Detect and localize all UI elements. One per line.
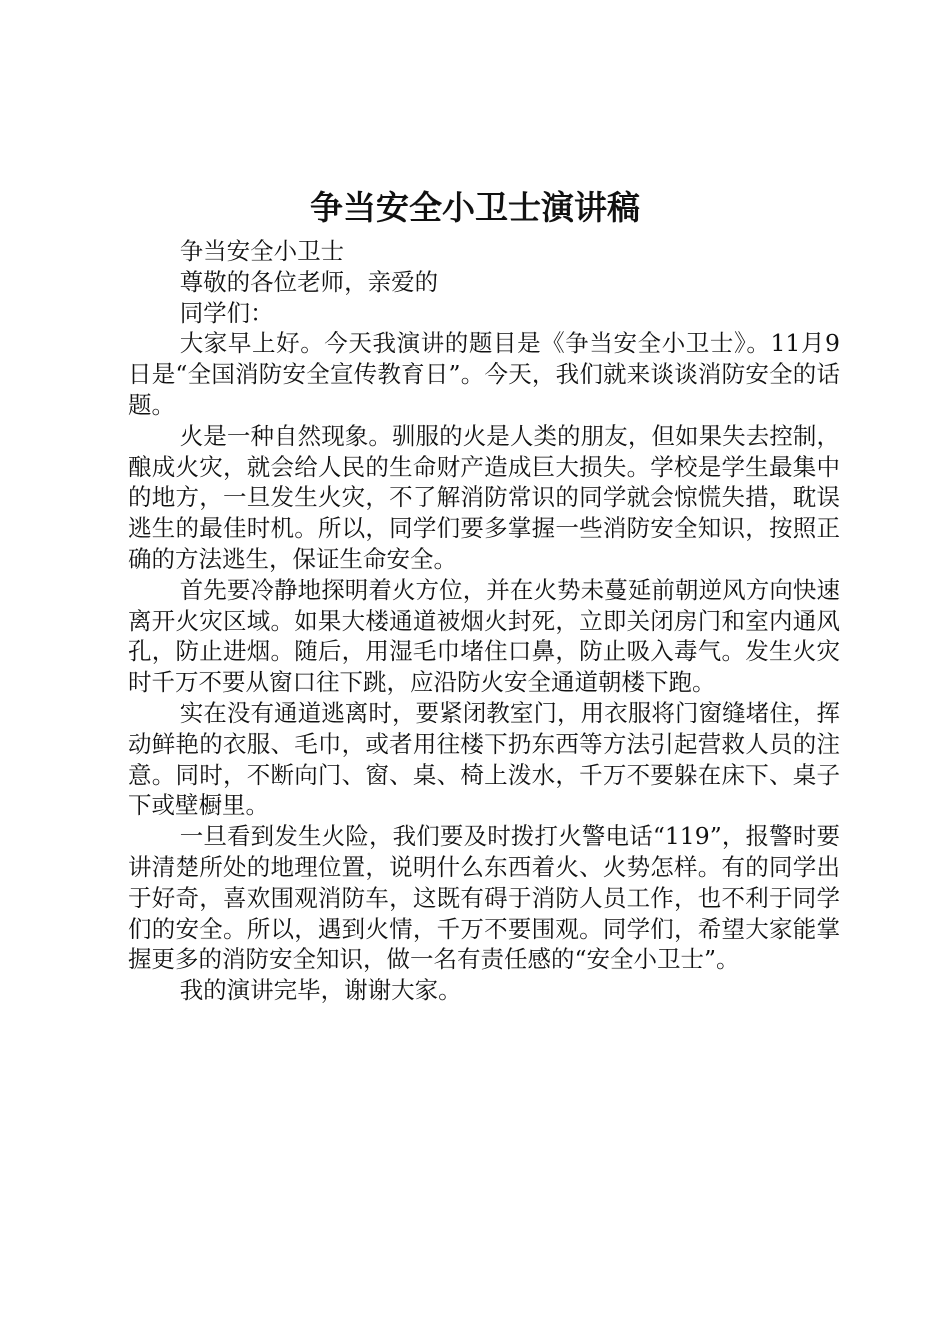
body-paragraph-salutation: 尊敬的各位老师，亲爱的	[179, 267, 439, 296]
document-body	[128, 236, 840, 1006]
body-paragraph-salutation-cont: 同学们：	[179, 298, 274, 327]
body-paragraph-trapped: 实在没有通道逃离时，要紧闭教室门，用衣服将门窗缝堵住，挥动鲜艳的衣服、毛巾，或者用往楼下扔东西等方法引起营救人员的注意。同时，不断向门、窗、桌、椅上泼水，千万不要躲在床下、桌子下或壁橱里。	[128, 698, 840, 820]
body-paragraph-closing: 我的演讲完毕，谢谢大家。	[179, 976, 462, 1005]
body-paragraph-escape-steps: 首先要冷静地探明着火方位，并在火势未蔓延前朝逆风方向快速离开火灾区域。如果大楼通道被烟火封死，立即关闭房门和室内通风孔，防止进烟。随后，用湿毛巾堵住口鼻，防止吸入毒气。发生火灾时千万不要从窗口往下跳，应沿防火安全通道朝楼下跑。	[128, 575, 840, 697]
body-paragraph-subtitle: 争当安全小卫士	[179, 237, 345, 265]
body-paragraph-greeting: 大家早上好。今天我演讲的题目是《争当安全小卫士》。11月9日是“全国消防安全宣传教育日”。今天，我们就来谈谈消防安全的话题。	[128, 329, 840, 419]
body-paragraph-call-119: 一旦看到发生火险，我们要及时拨打火警电话“119”，报警时要讲清楚所处的地理位置，说明什么东西着火、火势怎样。有的同学出于好奇，喜欢围观消防车，这既有碍于消防人员工作，也不利于同学们的安全。所以，遇到火情，千万不要围观。同学们，希望大家能掌握更多的消防安全知识，做一名有责任感的“安全小卫士”。	[128, 822, 840, 974]
document-title: 争当安全小卫士演讲稿	[310, 188, 640, 227]
body-paragraph-fire-nature: 火是一种自然现象。驯服的火是人类的朋友，但如果失去控制，酿成火灾，就会给人民的生命财产造成巨大损失。学校是学生最集中的地方，一旦发生火灾，不了解消防常识的同学就会惊慌失措，耽误逃生的最佳时机。所以，同学们要多掌握一些消防安全知识，按照正确的方法逃生，保证生命安全。	[128, 421, 840, 573]
